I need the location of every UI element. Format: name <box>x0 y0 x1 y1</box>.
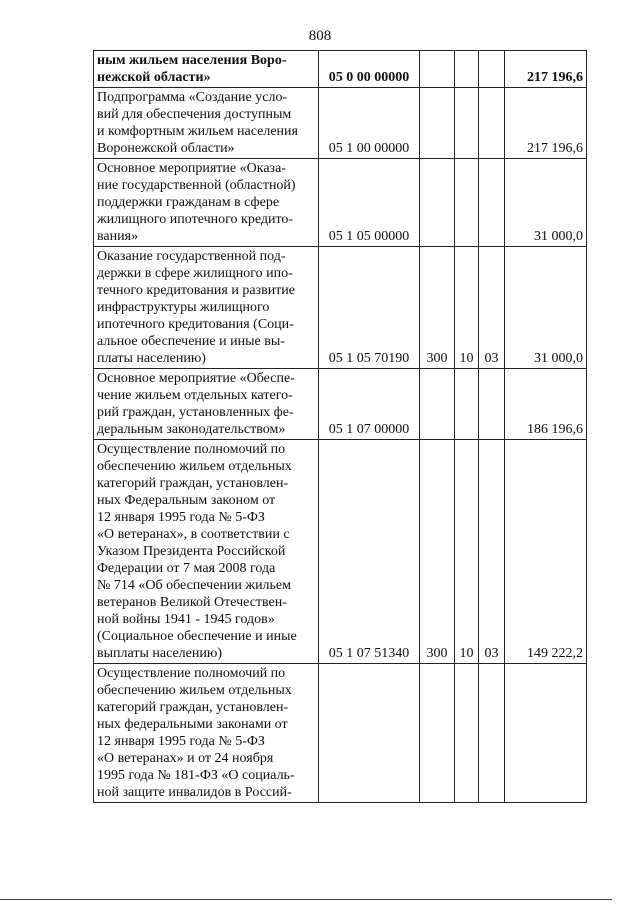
row-amount: 217 196,6 <box>505 88 587 159</box>
row-target-code: 05 1 07 51340 <box>319 440 420 664</box>
row-section: 10 <box>455 247 479 369</box>
row-description: Основное мероприятие «Оказа- ние государственной (областной) поддержки гражданам в сфере жилищного ипотечного кредито- вания» <box>94 159 319 247</box>
row-section <box>455 88 479 159</box>
row-expense-type: 300 <box>420 440 455 664</box>
table-row <box>94 159 587 247</box>
budget-table <box>93 50 587 803</box>
row-section <box>455 664 479 803</box>
row-description: Осуществление полномочий по обеспечению жильем отдельных категорий граждан, установлен- ных Федеральным законом от 12 января 1995 года № 5-ФЗ «О ветеранах», в соответствии с Указом Президента Российской Федерации от 7 мая 2008 года № 714 «Об обеспечении жильем ветеранов Великой Отечествен- ной войны 1941 - 1945 годов» (Социальное обеспечение и иные выплаты населению) <box>94 440 319 664</box>
row-description: ным жильем населения Воро- нежской области» <box>94 51 319 88</box>
row-description: Основное мероприятие «Обеспе- чение жильем отдельных катего- рий граждан, установленных фе- деральным законодательством» <box>94 369 319 440</box>
row-target-code: 05 0 00 00000 <box>319 51 420 88</box>
table-row <box>94 369 587 440</box>
page-number: 808 <box>308 28 332 44</box>
row-target-code: 05 1 07 00000 <box>319 369 420 440</box>
row-amount <box>505 664 587 803</box>
row-expense-type <box>420 51 455 88</box>
row-subsection <box>479 369 505 440</box>
row-target-code: 05 1 05 00000 <box>319 159 420 247</box>
row-expense-type <box>420 88 455 159</box>
row-target-code: 05 1 05 70190 <box>319 247 420 369</box>
row-amount: 31 000,0 <box>505 159 587 247</box>
row-subsection <box>479 51 505 88</box>
row-subsection <box>479 159 505 247</box>
row-section <box>455 369 479 440</box>
row-amount: 186 196,6 <box>505 369 587 440</box>
row-expense-type <box>420 664 455 803</box>
row-subsection: 03 <box>479 440 505 664</box>
row-subsection: 03 <box>479 247 505 369</box>
row-description: Оказание государственной под- держки в сфере жилищного ипо- течного кредитования и развитие инфраструктуры жилищного ипотечного кредитования (Соци- альное обеспечение и иные вы- платы населению) <box>94 247 319 369</box>
row-subsection <box>479 88 505 159</box>
table-row <box>94 88 587 159</box>
row-amount: 149 222,2 <box>505 440 587 664</box>
budget-table-body <box>94 51 587 803</box>
row-target-code: 05 1 00 00000 <box>319 88 420 159</box>
row-description: Подпрограмма «Создание усло- вий для обеспечения доступным и комфортным жильем населения Воронежской области» <box>94 88 319 159</box>
row-section: 10 <box>455 440 479 664</box>
footer-rule <box>0 899 612 900</box>
row-description: Осуществление полномочий по обеспечению жильем отдельных категорий граждан, установлен- ных федеральными законами от 12 января 1995 года № 5-ФЗ «О ветеранах» и от 24 ноября 1995 года № 181-ФЗ «О социаль- ной защите инвалидов в Россий- <box>94 664 319 803</box>
row-expense-type: 300 <box>420 247 455 369</box>
row-expense-type <box>420 159 455 247</box>
row-subsection <box>479 664 505 803</box>
table-row <box>94 440 587 664</box>
table-row <box>94 51 587 88</box>
row-amount: 217 196,6 <box>505 51 587 88</box>
row-amount: 31 000,0 <box>505 247 587 369</box>
row-section <box>455 159 479 247</box>
table-row <box>94 664 587 803</box>
row-target-code <box>319 664 420 803</box>
row-expense-type <box>420 369 455 440</box>
table-row <box>94 247 587 369</box>
row-section <box>455 51 479 88</box>
